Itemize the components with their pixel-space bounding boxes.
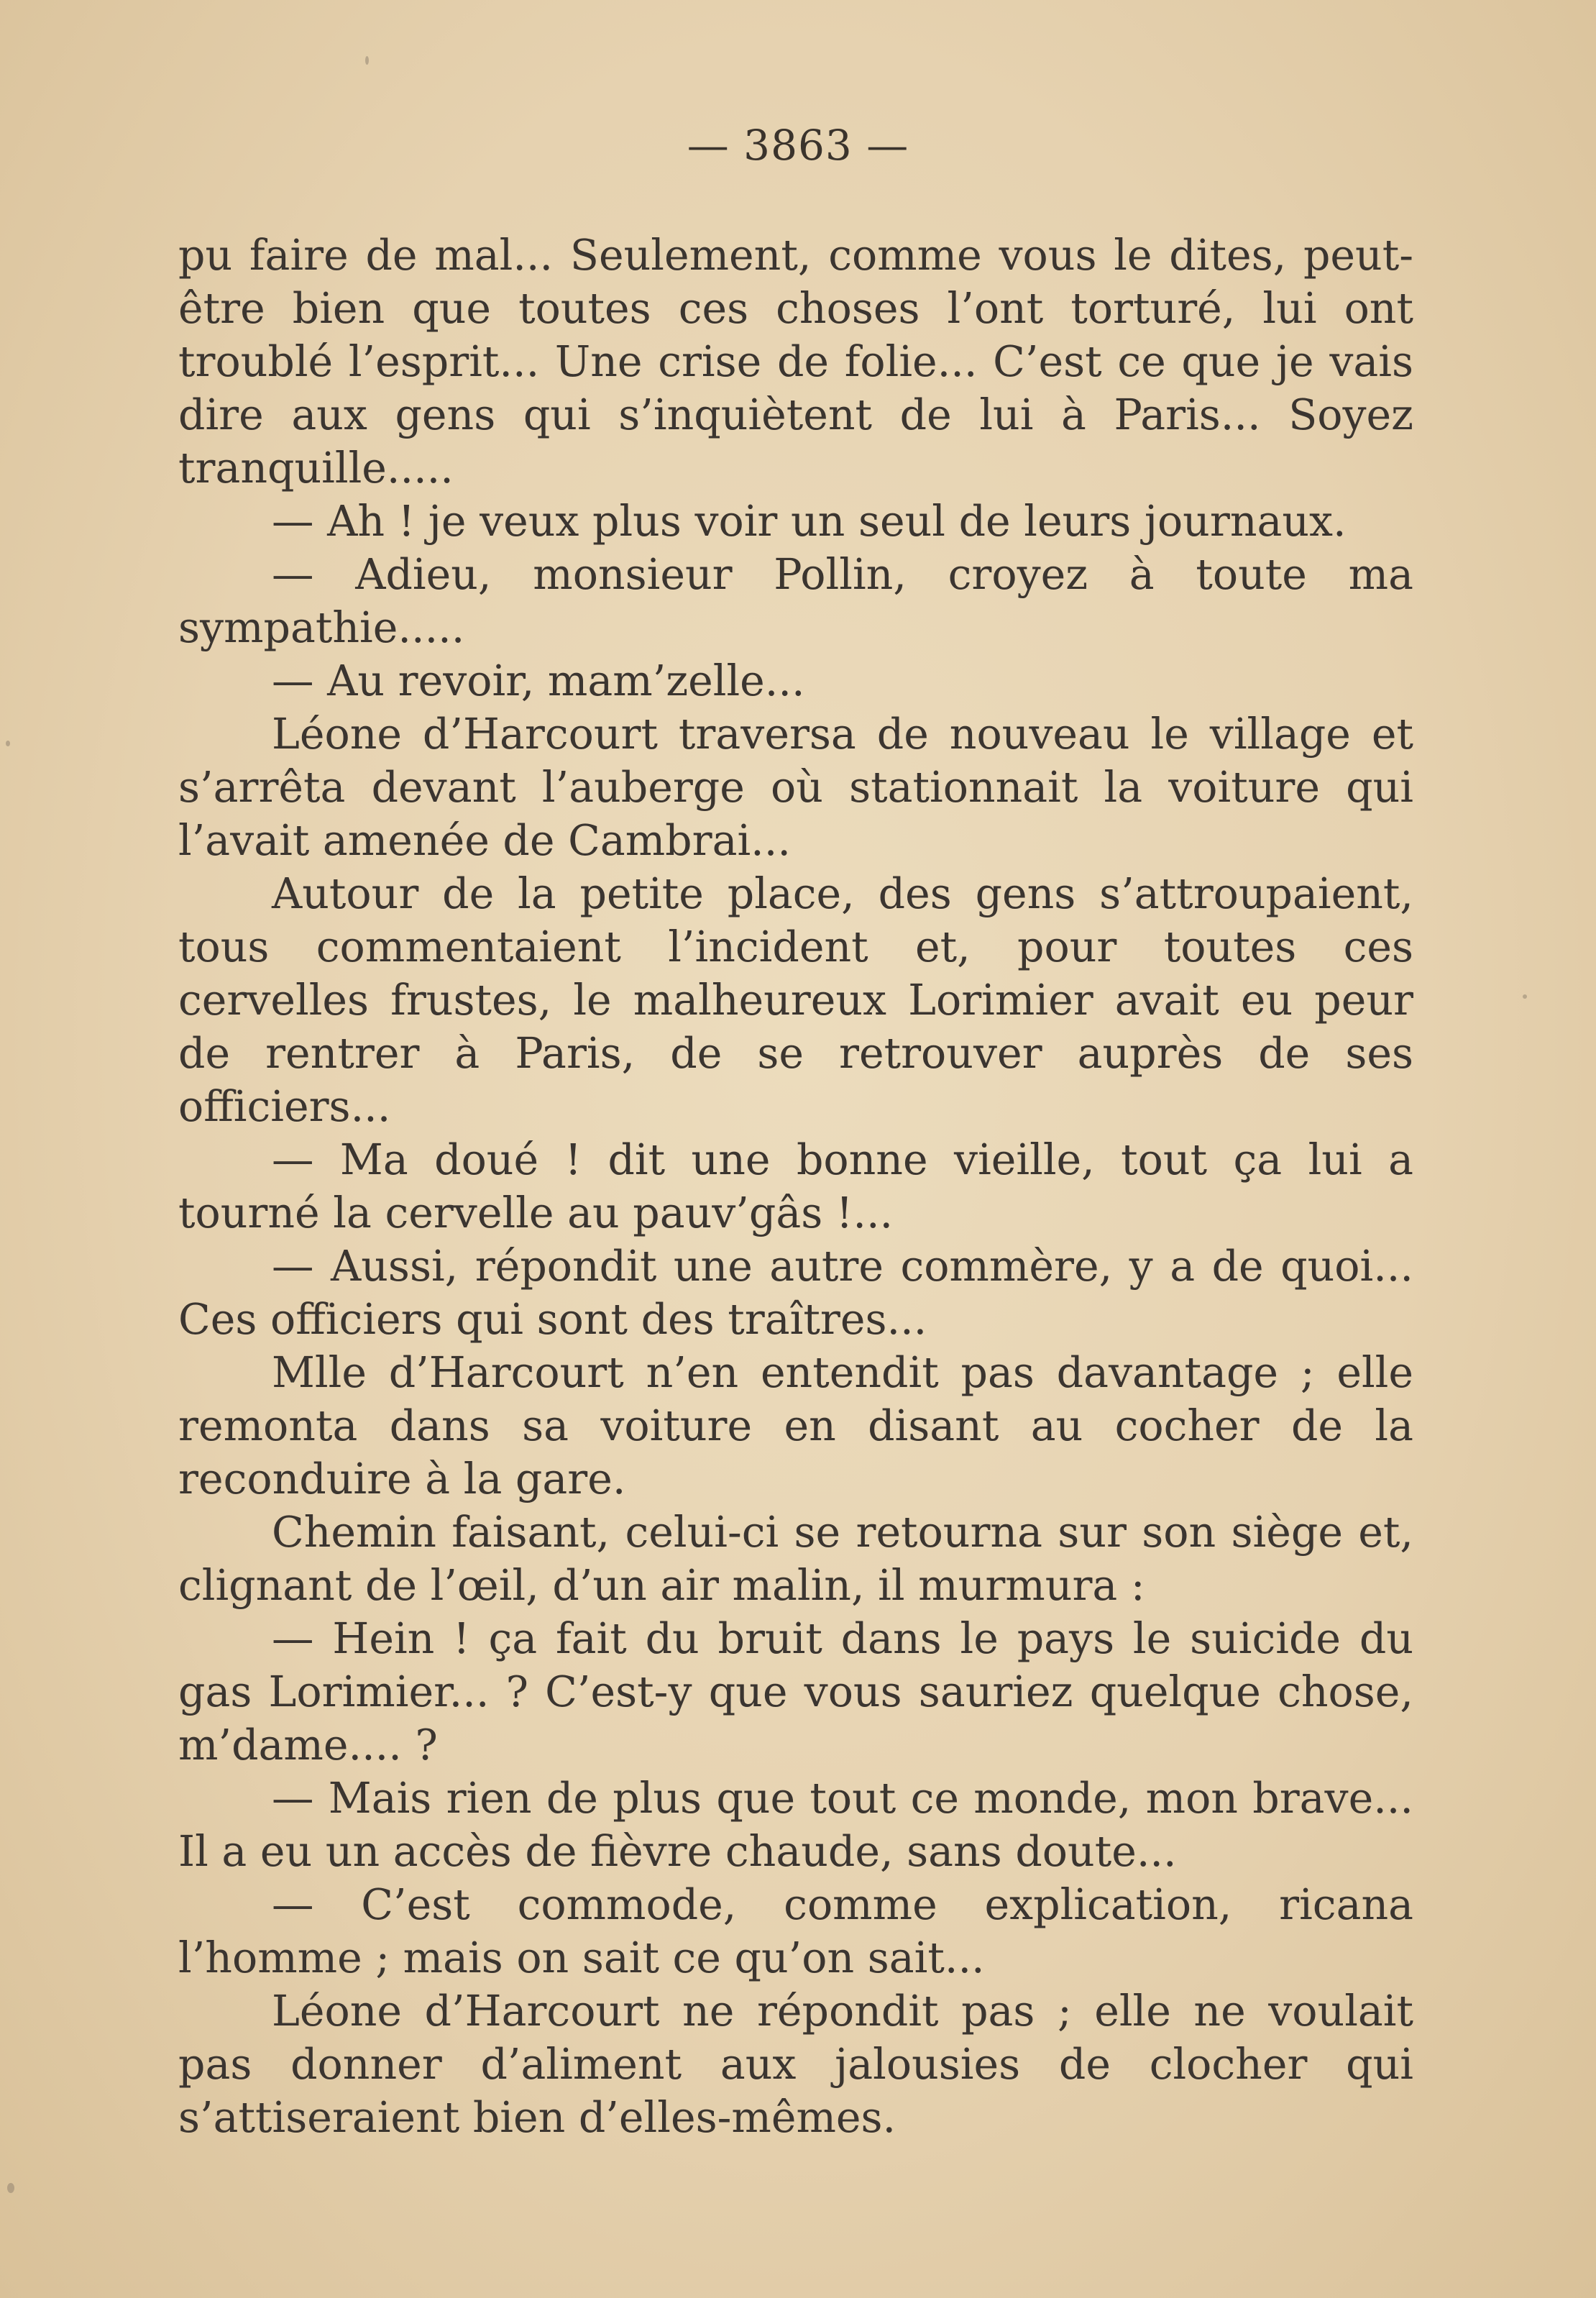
paragraph: Mlle d’Harcourt n’en entendit pas davantage ; elle remonta dans sa voiture en disant au cocher de la reconduire à la gare. xyxy=(178,1348,1413,1503)
paper-speck xyxy=(6,741,10,746)
page-number: — 3863 — xyxy=(687,121,909,170)
paragraph: — Au revoir, mam’zelle... xyxy=(272,656,805,705)
paper-speck xyxy=(1523,994,1527,999)
paragraph: — Ma doué ! dit une bonne vieille, tout ça lui a tourné la cervelle au pauv’gâs !... xyxy=(178,1135,1413,1237)
paragraph: pu faire de mal... Seulement, comme vous le dites, peut-être bien que toutes ces choses l’ont torturé, lui ont troublé l’esprit... Une crise de folie... C’est ce que je vais dire aux gens qui s’inquiètent de lui à Paris... Soyez tranquille..... xyxy=(178,231,1413,493)
body-text xyxy=(178,229,1413,2144)
paragraph: — Adieu, monsieur Pollin, croyez à toute ma sympathie..... xyxy=(178,550,1413,652)
paragraph: — Hein ! ça fait du bruit dans le pays le suicide du gas Lorimier... ? C’est-y que vous sauriez quelque chose, m’dame.... ? xyxy=(178,1614,1413,1770)
paragraph: Léone d’Harcourt ne répondit pas ; elle ne voulait pas donner d’aliment aux jalousies de clocher qui s’attiseraient bien d’elles-mêmes. xyxy=(178,1987,1413,2142)
paragraph: — C’est commode, comme explication, ricana l’homme ; mais on sait ce qu’on sait... xyxy=(178,1880,1413,1982)
paragraph: — Mais rien de plus que tout ce monde, mon brave... Il a eu un accès de fièvre chaude, sans doute... xyxy=(178,1774,1413,1876)
paper-speck xyxy=(365,56,369,65)
paragraph: Autour de la petite place, des gens s’attroupaient, tous commentaient l’incident et, pour toutes ces cervelles frustes, le malheureux Lorimier avait eu peur de rentrer à Paris, de se retrouver auprès de ses officiers... xyxy=(178,869,1413,1131)
paragraph: — Aussi, répondit une autre commère, y a de quoi... Ces officiers qui sont des traîtres... xyxy=(178,1242,1413,1344)
paragraph: — Ah ! je veux plus voir un seul de leurs journaux. xyxy=(272,497,1347,546)
paragraph: Chemin faisant, celui-ci se retourna sur son siège et, clignant de l’œil, d’un air malin, il murmura : xyxy=(178,1508,1413,1610)
paragraph: Léone d’Harcourt traversa de nouveau le village et s’arrêta devant l’auberge où stationnait la voiture qui l’avait amenée de Cambrai... xyxy=(178,710,1413,865)
paper-speck xyxy=(7,2183,14,2193)
